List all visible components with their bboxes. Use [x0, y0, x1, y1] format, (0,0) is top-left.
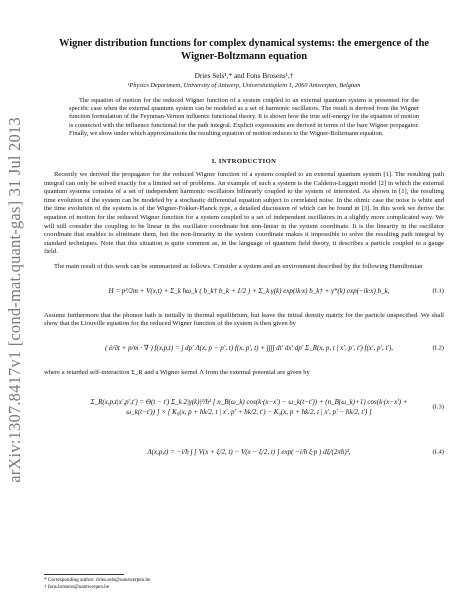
section-heading: I. INTRODUCTION — [211, 158, 277, 166]
arxiv-identifier: arXiv:1307.8417v1 [cond-mat.quant-gas] 31 Jul 2013 — [5, 117, 25, 483]
affiliation: ¹Physics Department, University of Antwerp, Universiteitsplein 1, 2060 Antwerpen, Belgium — [127, 82, 361, 89]
equation-2-number: (I.2) — [432, 344, 444, 352]
equation-3-body: Σ_R(x,p,t|x′,p′,t′) = Θ(t − t′) Σ_k 2|γ(k)|²/ħ² [ n_B(ω_k) cos(k·(x−x′) − ω_k(t−t′)) + (n_B(ω_k)+1) cos(k·(x−x′) + ω_k(t−t′)) ] × [ K₀(x, p + ħk/2, t | x′, p′ + ħk/2, t′) − K₀(x, p + ħk/2, t | x′, p′ − ħk/2, t′) ] — [90, 398, 408, 417]
author-list: Dries Sels¹,* and Fons Brosens¹,† — [194, 71, 294, 80]
equation-2-body: ( ∂/∂t + p/m · ∇ ) f(x,p,t) = ∫ dp′ Λ(x, p − p′, t) f(x, p′, t) + ∫∫∫∫ dt′ dx′ dp′ Σ_R(x, p, t | x′, p′, t′) f(x′, p′, t′), — [104, 343, 394, 352]
footnote-rule — [44, 574, 124, 575]
intro-paragraph-1: Recently we derived the propagator for the reduced Wigner function of a system coupled to an external quantum system [1]. The resulting path integral can only be solved exactly for a limited set of problems. An example of such a system is the Caldeira-Leggett model [2] in which the external quantum systems consists of a set of independent harmonic oscillators bilinearly coupled to the system of interested. As shown in [1], the resulting time evolution of the system can be modeled by a stochastic differential equation subject to correlated noise. In the ohmic case the noise is white and the time evolution of the system is of the Wigner-Fokker-Planck type, a detailed discussion of which can be found in [3]. In this work we derive the equation of motion for the reduced Wigner function for a system coupled to a set of independent oscillators in a slightly more complicated way. We will still consider the coupling to be linear in the oscillator coordinate but non-linear in the system coordinate. It is the linearity in the oscillator coordinate that enables to eliminate them, but the non-linearity in the system coordinate makes it impossible to solve the resulting path integral by standard techniques. Note that this situation is quite common as, in the language of quantum field theory, it describes a particle coupled to a gauge field. — [44, 171, 444, 256]
equation-1-body: H = p²/2m + V(x,t) + Σ_k ħω_k ( b_k† b_k + 1/2 ) + Σ_k γ(k) exp(ik·x) b_k† + γ*(k) exp(−ik·x) b_k, — [108, 286, 390, 295]
footnote-second-author: † fons.brosens@uantwerpen.be — [44, 583, 110, 590]
equation-4 — [44, 437, 444, 467]
equation-4-number: (I.4) — [432, 448, 444, 456]
equation-3-number: (I.3) — [432, 403, 444, 411]
abstract: The equation of motion for the reduced Wigner function of a system coupled to an external quantum system is presented for the specific case when the external quantum system can be modeled as a set of harmonic oscillators. The result is derived from the Wigner function formulation of the Feynman-Vernon influence functional theory. It is shown how the true self-energy for the equation of motion is connected with the influence functional for the path integral. Explicit expressions are derived in terms of the bare Wigner propagator. Finally, we show under which approximations the resulting equation of motion reduces to the Wigner-Boltzmann equation. — [69, 97, 419, 137]
paper-page — [44, 38, 444, 467]
intro-paragraph-3: Assume furthermore that the phonon bath is initially in thermal equilibrium, but leave the initial density matrix for the particle unspecified. We shall show that the Liouville equation for the reduced Wigner function of the system is then given by — [44, 311, 444, 328]
footnote-corresponding: * Corresponding author: dries.sels@uantwerpen.be — [44, 577, 151, 583]
equation-2 — [44, 333, 444, 363]
equation-1 — [44, 276, 444, 306]
paper-title: Wigner distribution functions for complex dynamical systems: the emergence of the Wigner-Boltzmann equation — [59, 38, 429, 62]
equation-1-number: (I.1) — [432, 287, 444, 295]
footnotes — [44, 574, 444, 591]
equation-4-body: Λ(x,p,t) = −i/ħ ∫ [ V(x + ξ/2, t) − V(x − ξ/2, t) ] exp( −i/ħ ξ·p ) dξ/(2πħ)³, — [147, 448, 351, 457]
equation-3 — [44, 381, 444, 433]
intro-paragraph-2: The main result of this work can be summarized as follows. Consider a system and an environment described by the following Hamiltonian — [54, 262, 423, 270]
intro-paragraph-4: where a retarded self-interaction Σ_R and a Wigner kernel Λ from the external potential are given by — [44, 368, 310, 376]
arxiv-sidebar — [4, 110, 26, 490]
